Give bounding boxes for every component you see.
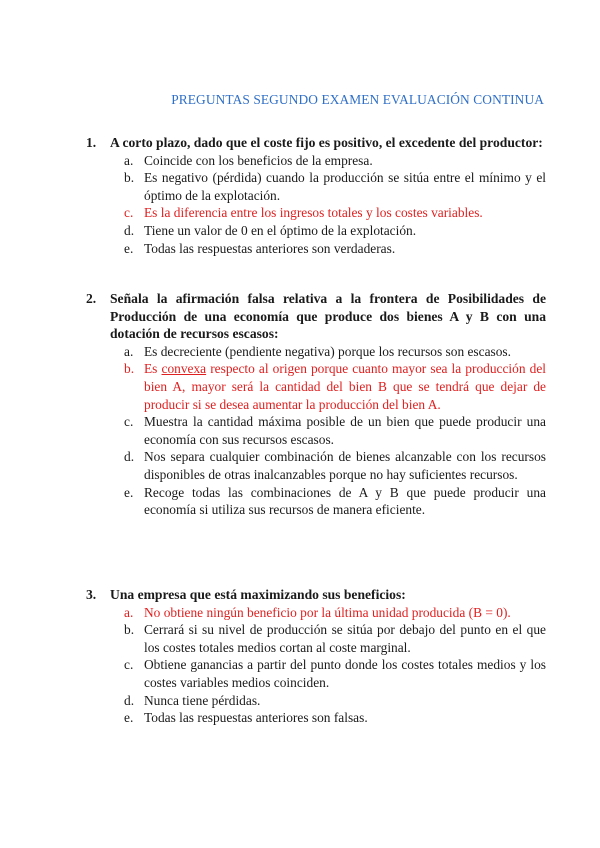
option-text: Cerrará si su nivel de producción se sitúa por debajo del punto en el que los costes totales medios cortan al coste marginal. — [144, 622, 546, 655]
option-2d — [86, 448, 546, 483]
option-text: Es negativo (pérdida) cuando la producción se sitúa entre el mínimo y el óptimo de la explotación. — [144, 170, 546, 203]
option-letter: a. — [124, 343, 134, 359]
question-text: A corto plazo, dado que el coste fijo es positivo, el excedente del productor: — [110, 135, 543, 150]
option-list — [86, 343, 546, 519]
option-3d — [86, 692, 546, 710]
option-1d — [86, 222, 546, 240]
option-1b — [86, 169, 546, 204]
option-text: Obtiene ganancias a partir del punto donde los costes totales medios y los costes variables medios coinciden. — [144, 657, 546, 690]
question-number: 3. — [86, 587, 97, 602]
question-stem — [86, 290, 546, 343]
question-number: 2. — [86, 291, 97, 306]
question-text: Señala la afirmación falsa relativa a la frontera de Posibilidades de Producción de una economía que produce dos bienes A y B con una dotación de recursos escasos: — [110, 291, 546, 342]
option-text — [144, 361, 546, 411]
option-letter: d. — [124, 222, 135, 238]
document-title: PREGUNTAS SEGUNDO EXAMEN EVALUACIÓN CONTINUA — [171, 92, 544, 107]
option-letter: c. — [124, 657, 134, 673]
option-1e — [86, 240, 546, 258]
option-text: Recoge todas las combinaciones de A y B que puede producir una economía si utiliza sus recursos de manera eficiente. — [144, 484, 546, 518]
question-stem — [86, 586, 546, 604]
option-text-before: Es — [144, 361, 162, 377]
question-2 — [86, 290, 546, 519]
option-letter: c. — [124, 414, 134, 430]
option-3a-correct — [86, 604, 546, 622]
option-text: Coincide con los beneficios de la empresa. — [144, 152, 373, 168]
question-number: 1. — [86, 135, 97, 150]
option-letter: d. — [124, 692, 135, 708]
option-2a — [86, 343, 546, 361]
option-text: No obtiene ningún beneficio por la última unidad producida (B = 0). — [144, 604, 511, 620]
option-text: Nos separa cualquier combinación de bienes alcanzable con los recursos disponibles de otras inalcanzables porque no hay suficientes recursos. — [144, 449, 546, 482]
option-letter: d. — [124, 449, 135, 465]
option-list — [86, 604, 546, 727]
option-2e — [86, 484, 546, 519]
option-1c-correct — [86, 204, 546, 222]
option-text: Muestra la cantidad máxima posible de un bien que puede producir una economía con sus recursos escasos. — [144, 414, 546, 447]
option-3c — [86, 656, 546, 691]
option-letter: a. — [124, 604, 134, 620]
option-letter: e. — [124, 240, 134, 256]
option-text: Tiene un valor de 0 en el óptimo de la explotación. — [144, 222, 417, 238]
option-list — [86, 152, 546, 258]
option-1a — [86, 152, 546, 170]
question-text: Una empresa que está maximizando sus beneficios: — [110, 587, 406, 602]
option-text: Es la diferencia entre los ingresos totales y los costes variables. — [144, 205, 483, 221]
option-3b — [86, 621, 546, 656]
option-letter: b. — [124, 622, 135, 638]
option-letter: a. — [124, 152, 134, 168]
option-text: Es decreciente (pendiente negativa) porque los recursos son escasos. — [144, 343, 511, 359]
option-letter: e. — [124, 710, 134, 726]
question-3 — [86, 586, 546, 727]
option-letter: b. — [124, 170, 135, 186]
question-stem — [86, 134, 546, 152]
question-1 — [86, 134, 546, 257]
option-text: Nunca tiene pérdidas. — [144, 692, 261, 708]
option-text: Todas las respuestas anteriores son verdaderas. — [144, 240, 396, 256]
option-letter: e. — [124, 484, 134, 500]
option-3e — [86, 709, 546, 727]
option-2c — [86, 413, 546, 448]
option-text-after: respecto al origen porque cuanto mayor sea la producción del bien A, mayor será la cantidad del bien B que se tendrá que dejar de producir si se desea aumentar la producción del bien A. — [144, 361, 547, 412]
option-letter: b. — [124, 361, 135, 377]
underlined-word: convexa — [161, 361, 207, 377]
option-letter: c. — [124, 205, 134, 221]
option-2b-correct — [86, 360, 546, 413]
option-text: Todas las respuestas anteriores son falsas. — [144, 710, 368, 726]
